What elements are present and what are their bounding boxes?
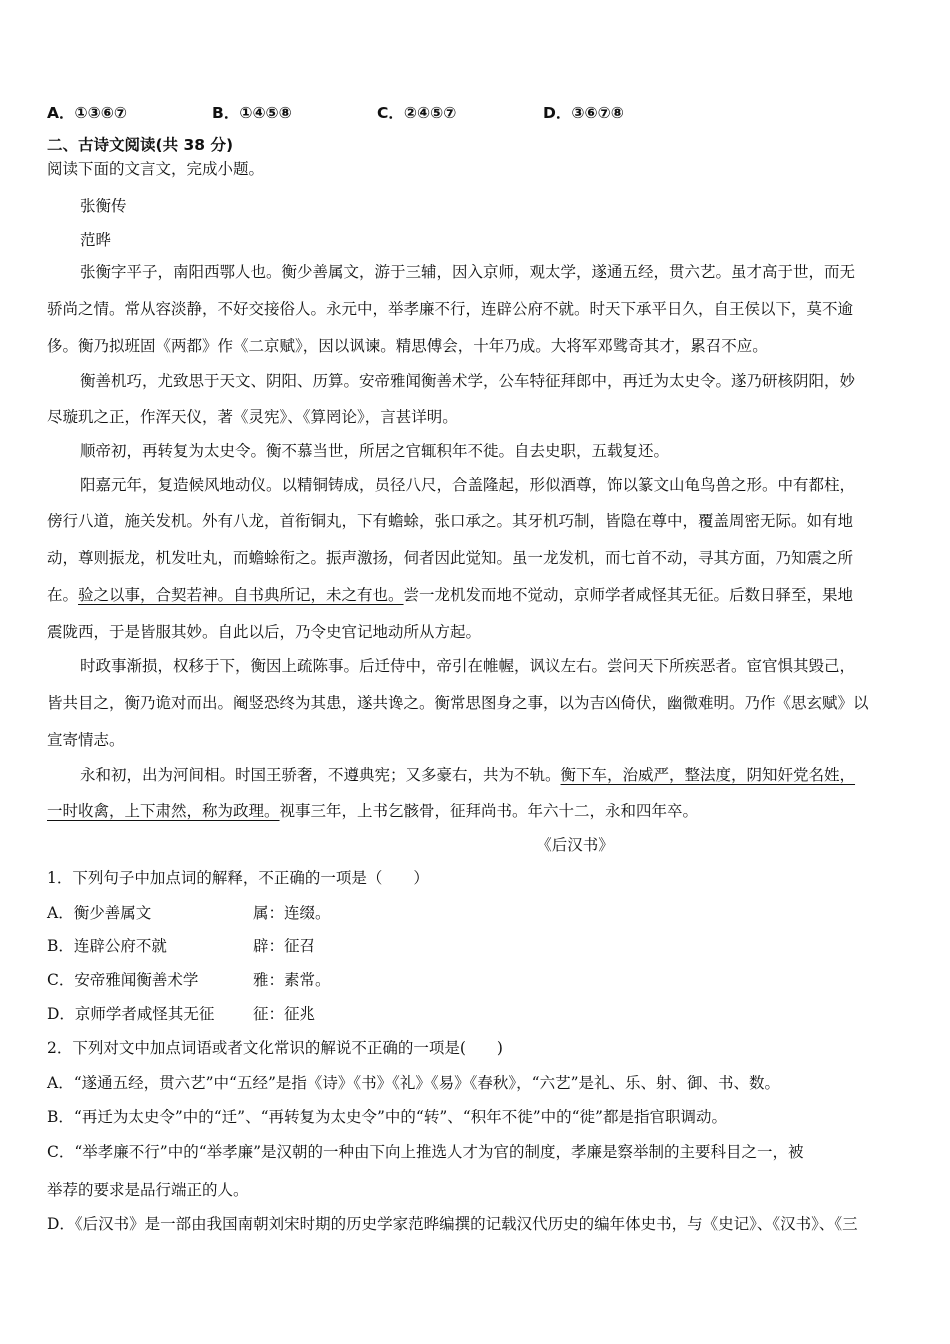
passage-text: 视事三年，上书乞骸骨，征拜尚书。年六十二，永和四年卒。 xyxy=(279,802,699,820)
passage-line: 尽璇玑之正，作浑天仪，著《灵宪》、《算罔论》，言甚详明。 xyxy=(47,408,458,426)
question-2-option-a: A．“遂通五经，贯六艺”中“五经”是指《诗》《书》《礼》《易》《春秋》，“六艺”是礼、乐、射、御、书、数。 xyxy=(47,1074,780,1092)
question-2-option-c-continued: 举荐的要求是品行端正的人。 xyxy=(47,1181,249,1199)
passage-line: 动，尊则振龙，机发吐丸，而蟾蜍衔之。振声激扬，伺者因此觉知。虽一龙发机，而七首不动，寻其方面，乃知震之所 xyxy=(47,549,854,567)
underlined-sentence: 衡下车，治威严，整法度，阴知奸党名姓， xyxy=(560,766,856,784)
option-gloss: 征：征兆 xyxy=(253,1005,316,1023)
question-1-option-d xyxy=(47,1003,907,1025)
passage-line xyxy=(47,584,907,606)
passage-text: 在。 xyxy=(47,586,79,604)
underlined-sentence: 一时收禽，上下肃然，称为政理。 xyxy=(47,802,280,820)
passage-line xyxy=(47,800,907,822)
passage-line: 衡善机巧，尤致思于天文、阴阳、历算。安帝雅闻衡善术学，公车特征拜郎中，再迁为太史令。遂乃研核阴阳，妙 xyxy=(80,372,856,390)
option-sentence: D．京师学者咸怪其无征 xyxy=(47,1005,215,1023)
underlined-sentence: 验之以事，合契若神。自书典所记，未之有也。 xyxy=(78,586,404,604)
question-1-option-b xyxy=(47,935,907,957)
question-2-option-d: D．《后汉书》是一部由我国南朝刘宋时期的历史学家范晔编撰的记载汉代历史的编年体史书，与《史记》、《汉书》、《三 xyxy=(47,1215,858,1233)
passage-line: 宣寄情志。 xyxy=(47,731,125,749)
question-1-option-c xyxy=(47,969,907,991)
passage-line: 阳嘉元年，复造候风地动仪。以精铜铸成，员径八尺，合盖隆起，形似酒尊，饰以篆文山龟鸟兽之形。中有都柱， xyxy=(80,476,856,494)
passage-text: 永和初，出为河间相。时国王骄奢，不遵典宪；又多豪右，共为不轨。 xyxy=(80,766,561,784)
passage-source: 《后汉书》 xyxy=(536,836,614,854)
option-gloss: 雅：素常。 xyxy=(253,971,331,989)
passage-line: 张衡字平子，南阳西鄂人也。衡少善属文，游于三辅，因入京师，观太学，遂通五经，贯六艺。虽才高于世，而无 xyxy=(80,263,856,281)
passage-author: 范晔 xyxy=(80,231,112,249)
option-c: C．②④⑤⑦ xyxy=(377,104,457,122)
option-gloss: 辟：征召 xyxy=(253,937,316,955)
section-instruction: 阅读下面的文言文，完成小题。 xyxy=(47,160,265,178)
passage-line: 骄尚之情。常从容淡静，不好交接俗人。永元中，举孝廉不行，连辟公府不就。时天下承平日久，自王侯以下，莫不逾 xyxy=(47,300,854,318)
passage-line xyxy=(80,764,907,786)
question-2-stem: 2．下列对文中加点词语或者文化常识的解说不正确的一项是( ) xyxy=(47,1039,503,1057)
passage-line: 时政事渐损，权移于下，衡因上疏陈事。后迁侍中，帝引在帷幄，讽议左右。尝问天下所疾恶者。宦官惧其毁己， xyxy=(80,657,856,675)
passage-title: 张衡传 xyxy=(80,197,127,215)
passage-line: 皆共目之，衡乃诡对而出。阉竖恐终为其患，遂共谗之。衡常思图身之事，以为吉凶倚伏，幽微难明。乃作《思玄赋》以 xyxy=(47,694,869,712)
section-heading: 二、古诗文阅读(共 38 分) xyxy=(47,136,234,154)
question-1-stem: 1．下列句子中加点词的解释，不正确的一项是（ ） xyxy=(47,869,429,887)
question-1-option-a xyxy=(47,902,907,924)
question-2-option-c: C．“举孝廉不行”中的“举孝廉”是汉朝的一种由下向上推选人才为官的制度，孝廉是察举制的主要科目之一，被 xyxy=(47,1143,804,1161)
option-b: B．①④⑤⑧ xyxy=(212,104,292,122)
option-sentence: B．连辟公府不就 xyxy=(47,937,167,955)
passage-line: 震陇西，于是皆服其妙。自此以后，乃令史官记地动所从方起。 xyxy=(47,623,482,641)
option-d: D．③⑥⑦⑧ xyxy=(543,104,624,122)
option-sentence: A．衡少善属文 xyxy=(47,904,152,922)
passage-line: 侈。衡乃拟班固《两都》作《二京赋》，因以讽谏。精思傅会，十年乃成。大将军邓骘奇其才，累召不应。 xyxy=(47,337,768,355)
option-gloss: 属：连缀。 xyxy=(253,904,331,922)
option-a: A．①③⑥⑦ xyxy=(47,104,127,122)
passage-line: 顺帝初，再转复为太史令。衡不慕当世，所居之官辄积年不徙。自去史职，五载复还。 xyxy=(80,442,670,460)
option-sentence: C．安帝雅闻衡善术学 xyxy=(47,971,199,989)
passage-line: 傍行八道，施关发机。外有八龙，首衔铜丸，下有蟾蜍，张口承之。其牙机巧制，皆隐在尊中，覆盖周密无际。如有地 xyxy=(47,512,854,530)
question-2-option-b: B．“再迁为太史令”中的“迁”、“再转复为太史令”中的“转”、“积年不徙”中的“徙”都是指官职调动。 xyxy=(47,1108,727,1126)
passage-text: 尝一龙机发而地不觉动，京师学者咸怪其无征。后数日驿至，果地 xyxy=(403,586,854,604)
